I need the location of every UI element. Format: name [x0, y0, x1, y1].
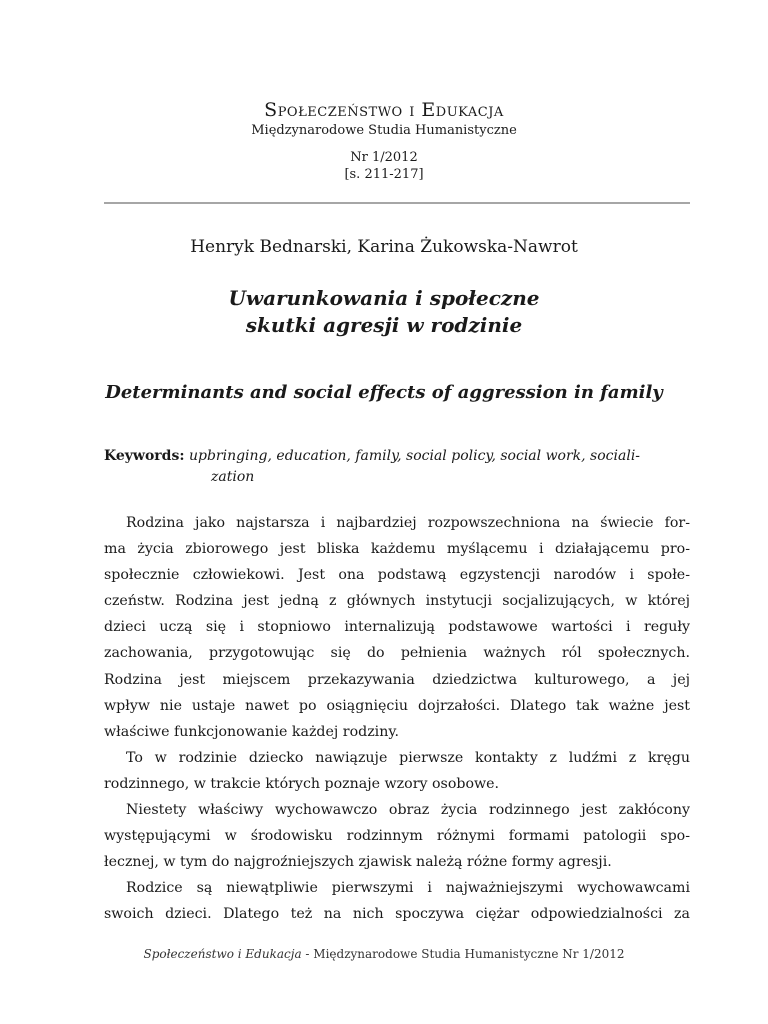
- body-line: Niestety właściwy wychowawczo obraz życia rodzinnego jest zakłócony: [126, 802, 690, 819]
- body-line: Rodzice są niewątpliwie pierwszymi i najważniejszymi wychowawcami: [126, 880, 690, 897]
- journal-subtitle: Międzynarodowe Studia Humanistyczne: [251, 123, 517, 138]
- body-line: łecznej, w tym do najgroźniejszych zjawisk należą różne formy agresji.: [104, 854, 612, 871]
- body-line: występującymi w środowisku rodzinnym różnymi formami patologii spo-: [104, 828, 690, 845]
- article-title-polish-line: Uwarunkowania i społeczne: [228, 286, 540, 310]
- page-range: [s. 211-217]: [344, 167, 424, 182]
- footer-journal-name: Społeczeństwo i Edukacja: [143, 947, 302, 961]
- body-line: wpływ nie ustaje nawet po osiągnięciu dojrzałości. Dlatego tak ważne jest: [104, 697, 690, 714]
- body-line: dzieci uczą się i stopniowo internalizują podstawowe wartości i reguły: [104, 619, 690, 636]
- keywords-line: [104, 446, 690, 467]
- journal-title: Społeczeństwo i Edukacja: [264, 99, 504, 121]
- body-line: rodzinnego, w trakcie których poznaje wzory osobowe.: [104, 775, 500, 792]
- body-text: [104, 510, 690, 928]
- footer-journal-details: - Międzynarodowe Studia Humanistyczne Nr 1/2012: [301, 947, 625, 961]
- article-title-polish: [0, 285, 768, 339]
- keywords-block: [104, 446, 690, 488]
- keywords-label: Keywords:: [104, 448, 185, 464]
- body-line: swoich dzieci. Dlatego też na nich spoczywa ciężar odpowiedzialności za: [104, 906, 690, 923]
- article-title-polish-line: skutki agresji w rodzinie: [245, 313, 523, 337]
- page-footer: [0, 946, 768, 962]
- article-authors: Henryk Bednarski, Karina Żukowska-Nawrot: [190, 237, 578, 257]
- body-line: Rodzina jako najstarsza i najbardziej rozpowszechniona na świecie for-: [126, 515, 690, 531]
- article-title-english: Determinants and social effects of aggression in family: [105, 382, 663, 403]
- issue-number: Nr 1/2012: [350, 150, 418, 165]
- body-line: To w rodzinie dziecko nawiązuje pierwsze kontakty z ludźmi z kręgu: [126, 749, 690, 766]
- body-line: zachowania, przygotowując się do pełnienia ważnych ról społecznych.: [104, 645, 690, 662]
- body-line: właściwe funkcjonowanie każdej rodziny.: [104, 723, 399, 740]
- body-line: ma życia zbiorowego jest bliska każdemu myślącemu i działającemu pro-: [104, 541, 690, 558]
- header-divider: [104, 202, 690, 204]
- body-line: Rodzina jest miejscem przekazywania dziedzictwa kulturowego, a jej: [104, 671, 690, 688]
- body-line: czeństw. Rodzina jest jedną z głównych instytucji socjalizujących, w której: [104, 593, 690, 610]
- keywords-text: upbringing, education, family, social policy, social work, sociali-: [188, 448, 641, 464]
- journal-header: [0, 98, 768, 183]
- body-line: społecznie człowiekowi. Jest ona podstawą egzystencji narodów i społe-: [104, 567, 690, 584]
- keywords-continuation: zation: [211, 469, 255, 485]
